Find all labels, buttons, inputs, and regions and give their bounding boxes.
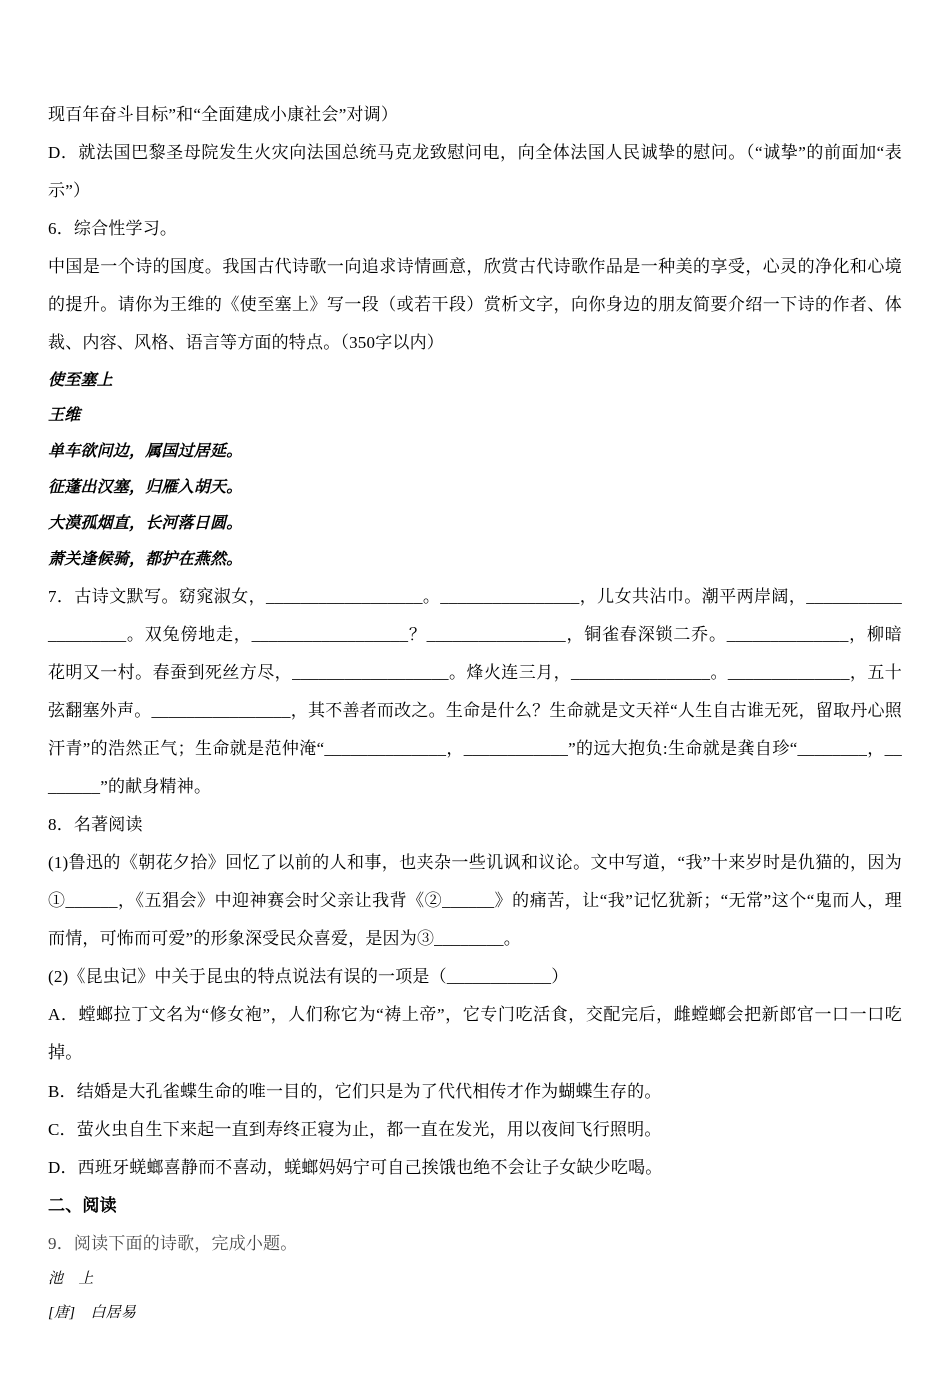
question-6-body: 中国是一个诗的国度。我国古代诗歌一向追求诗情画意，欣赏古代诗歌作品是一种美的享受，心灵的净化和心境的提升。请你为王维的《使至塞上》写一段（或若干段）赏析文字，向你身边的朋友简要介绍一下诗的作者、体裁、内容、风格、语言等方面的特点。（350字以内） [48,257,902,353]
question-6-header: 6．综合性学习。 [48,219,178,239]
question-8-header: 8．名著阅读 [48,814,143,834]
question-8-option-a: A．螳螂拉丁文名为“修女袍”，人们称它为“祷上帝”，它专门吃活食，交配完后，雌螳螂会把新郎官一口一口吃掉。 [48,1005,902,1063]
question-8-part2: (2)《昆虫记》中关于昆虫的特点说法有误的一项是（____________） [48,967,569,987]
question-7-dictation: 7．古诗文默写。窈窕淑女，__________________。________________，儿女共沾巾。潮平两岸阔，____________________。双兔傍地走，__________________？________________，铜雀春深锁二乔。______________，柳暗花明又一村。春蚕到死丝方尽，__________________。烽火连三月，________________。______________，五十弦翻塞外声。________________，其不善者而改之。生命是什么？生命就是文天祥“人生自古谁无死，留取丹心照汗青”的浩然正气；生命就是范仲淹“______________，____________”的远大抱负:生命就是龚自珍“________，________”的献身精神。 [48,586,902,796]
poem-title-shi-zhi-sai-shang: 使至塞上 [48,371,113,389]
section-2-reading-header: 二、阅读 [48,1195,117,1215]
question-8-option-c: C．萤火虫自生下来起一直到寿终正寝为止，都一直在发光，用以夜间飞行照明。 [48,1119,662,1139]
poem-line-2: 征蓬出汉塞，归雁入胡天。 [48,479,243,497]
question-9-prompt: 9．阅读下面的诗歌，完成小题。 [48,1233,298,1253]
option-d-correction: D．就法国巴黎圣母院发生火灾向法国总统马克龙致慰问电，向全体法国人民诚挚的慰问。（“诚挚”的前面加“表示”） [48,143,902,201]
question-8-part1: (1)鲁迅的《朝花夕拾》回忆了以前的人和事，也夹杂一些讥讽和议论。文中写道，“我”十来岁时是仇猫的，因为①______，《五猖会》中迎神赛会时父亲让我背《②______》的痛苦，让“我”记忆犹新；“无常”这个“鬼而人，理而情，可怖而可爱”的形象深受民众喜爱，是因为③________。 [48,853,902,949]
carry-over-line: 现百年奋斗目标”和“全面建成小康社会”对调） [48,105,399,124]
poem-title-chi-shang: 池 上 [48,1270,94,1287]
poem-author-wang-wei: 王维 [48,407,81,425]
poem-line-3: 大漠孤烟直，长河落日圆。 [48,514,243,532]
poem-author-bai-ju-yi: [唐] 白居易 [48,1304,137,1321]
question-8-option-d: D．西班牙蜣螂喜静而不喜动，蜣螂妈妈宁可自己挨饿也绝不会让子女缺少吃喝。 [48,1157,663,1177]
poem-line-4: 萧关逢候骑，都护在燕然。 [48,550,243,568]
poem-line-1: 单车欲问边，属国过居延。 [48,443,243,461]
question-8-option-b: B．结婚是大孔雀蝶生命的唯一目的，它们只是为了代代相传才作为蝴蝶生存的。 [48,1081,662,1101]
